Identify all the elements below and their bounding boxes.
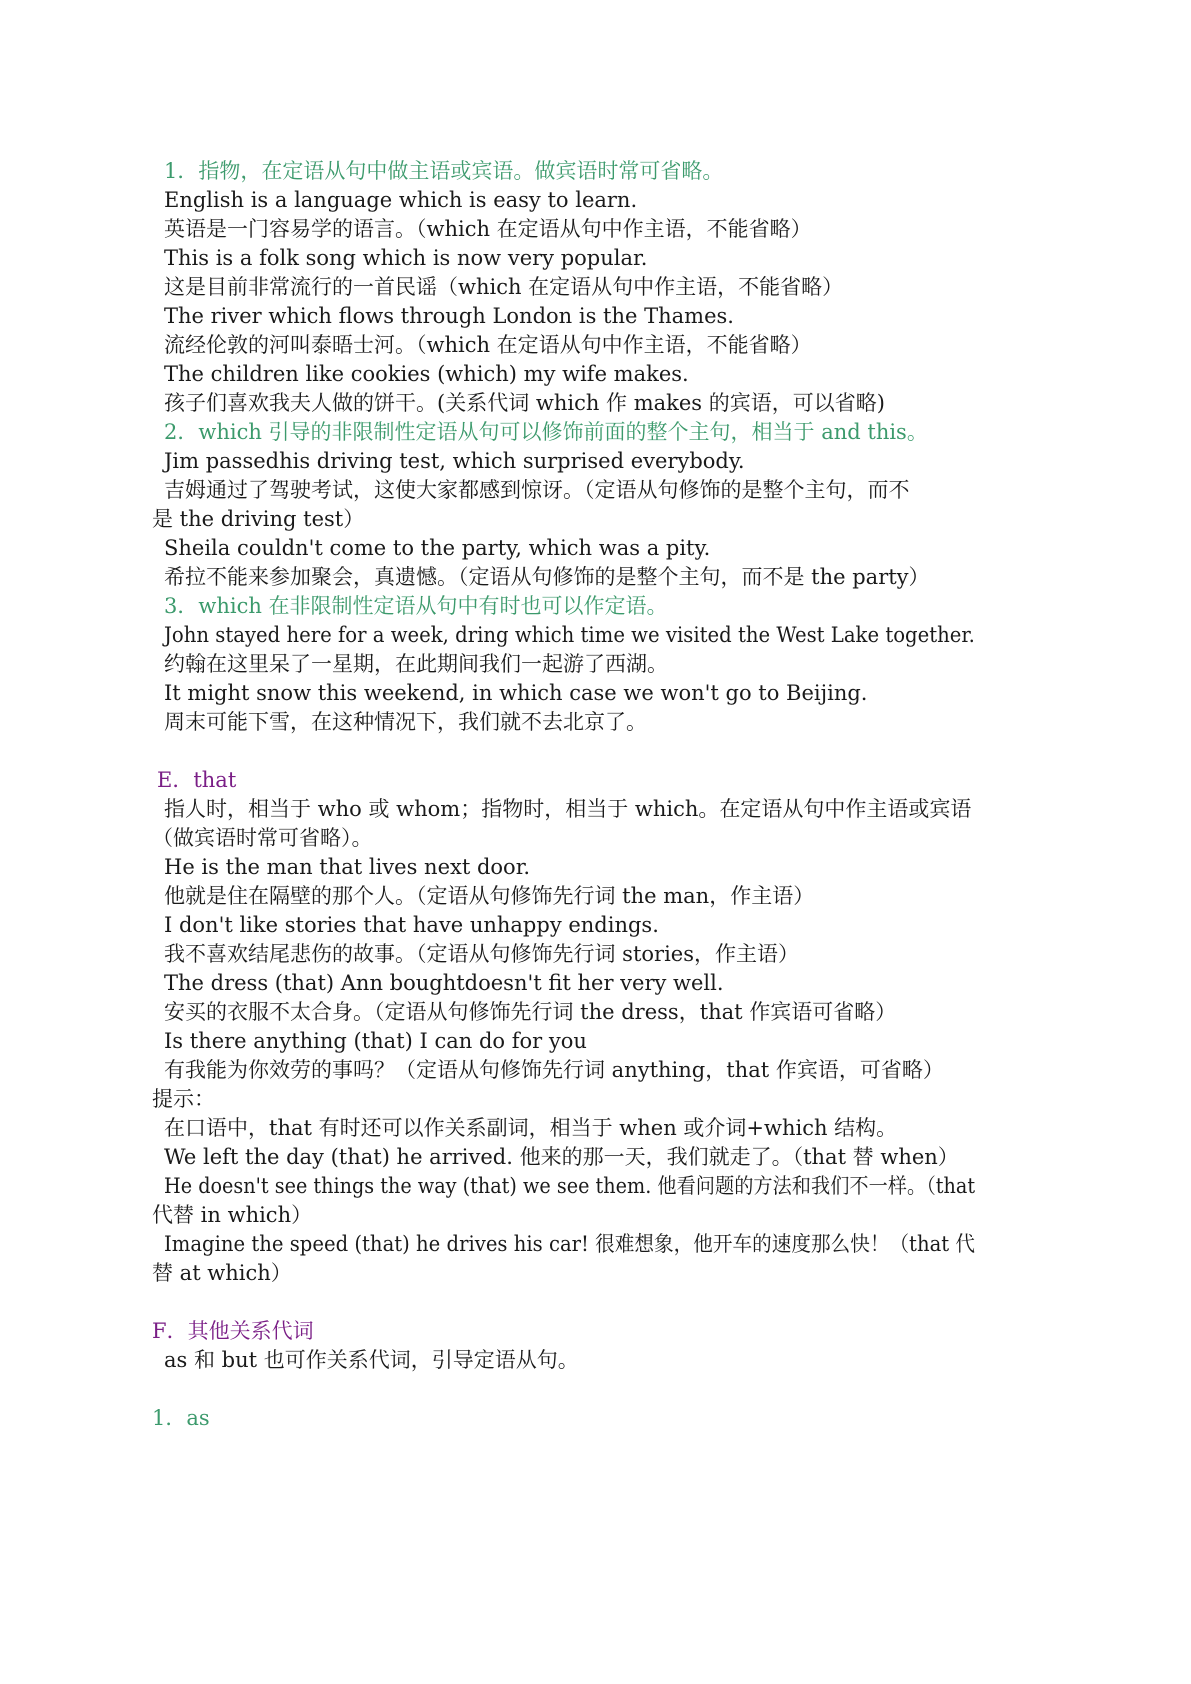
document-page: 1．指物，在定语从句中做主语或宾语。做宾语时常可省略。 English is a language which is easy to learn. 英语是一门容易学的语言。（which 在定语从句中作主语，不能省略） This is a folk song which is now very popular. 这是目前非常流行的一首民谣（which 在定语从句中作主语，不能省略） The river which flows through London is the Thames. 流经伦敦的河叫泰晤士河。（which 在定语从句中作主语，不能省略） The children like cookies (which) my wife makes. 孩子们喜欢我夫人做的饼干。(关系代词 which 作 makes 的宾语，可以省略) 2．which 引导的非限制性定语从句可以修饰前面的整个主句，相当于 and this。 Jim passedhis driving test, which surprised everybody. 吉姆通过了驾驶考试，这使大家都感到惊讶。（定语从句修饰的是整个主句，而不 是 the driving test） Sheila couldn't come to the party, which was a pity. 希拉不能来参加聚会，真遗憾。（定语从句修饰的是整个主句，而不是 the party） 3．which 在非限制性定语从句中有时也可以作定语。 John stayed here for a week, dring which time we visited the West Lake together. 约翰在这里呆了一星期，在此期间我们一起游了西湖。 It might snow this weekend, in which case we won't go to Beijing. 周末可能下雪，在这种情况下，我们就不去北京了。 E．that 指人时，相当于 who 或 whom；指物时，相当于 which。在定语从句中作主语或宾语 （做宾语时常可省略）。 He is the man that lives next door. 他就是住在隔壁的那个人。（定语从句修饰先行词 the man，作主语） I don't like stories that have unhappy endings. 我不喜欢结尾悲伤的故事。（定语从句修饰先行词 stories，作主语） The dress (that) Ann boughtdoesn't fit her very well. 安买的衣服不太合身。（定语从句修饰先行词 the dress，that 作宾语可省略） Is there anything (that) I can do for you 有我能为你效劳的事吗？（定语从句修饰先行词 anything，that 作宾语，可省略） 提示： 在口语中，that 有时还可以作关系副词，相当于 when 或介词+which 结构。 We left the day (that) he arrived. 他来的那一天，我们就走了。（that 替 when） He doesn't see things the way (that) we see them. 他看问题的方法和我们不一样。（that 代替 in which） Imagine the speed (that) he drives his car! 很难想象，他开车的速度那么快！（that 代 替 at which） F．其他关系代词 as 和 but 也可作关系代词，引导定语从句。 1．as — [152, 159, 976, 1430]
